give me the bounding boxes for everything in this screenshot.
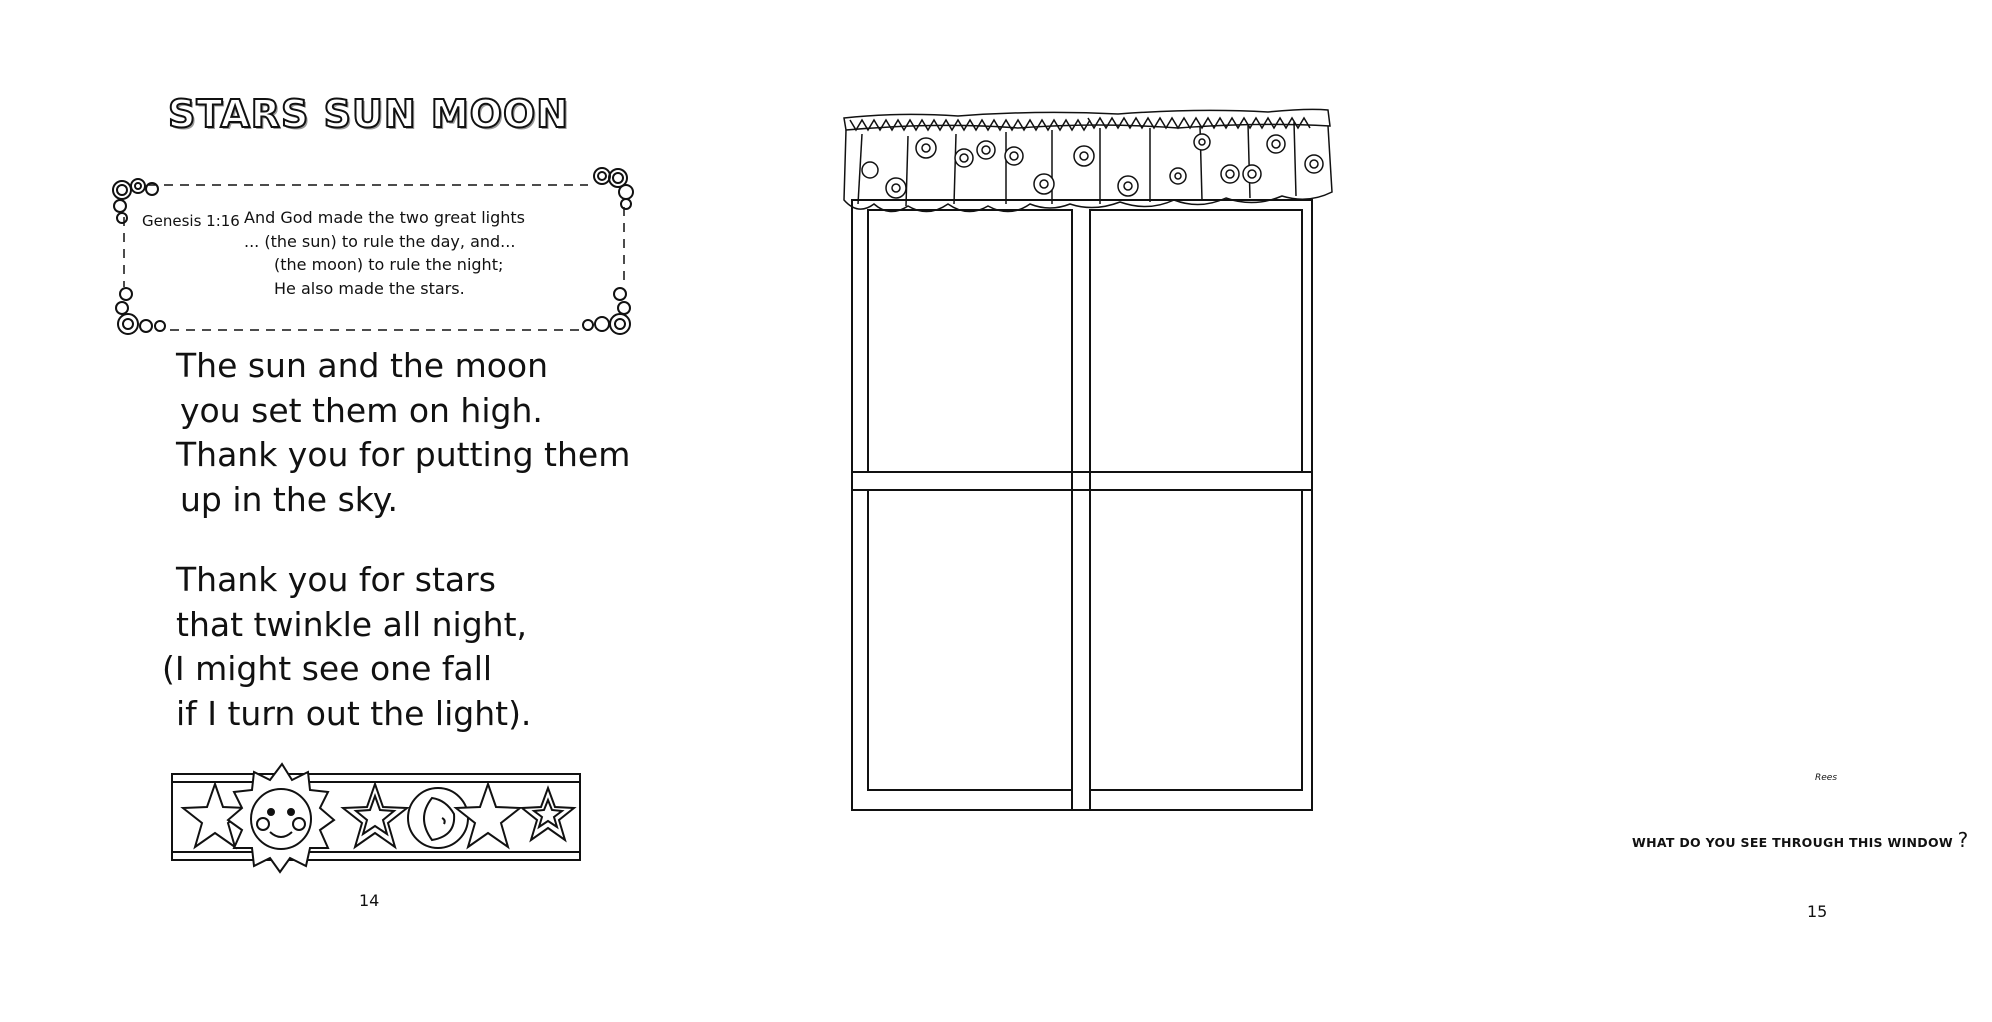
window-frame [852,200,1312,810]
star-icon [456,784,520,847]
verse-line: ... (the sun) to rule the day, and... [244,231,516,251]
star-icon [343,784,407,847]
page-title: STARS SUN MOON [168,92,570,136]
star-icon [522,788,574,840]
verse-line: He also made the stars. [274,278,465,298]
flower-icon [862,134,1323,198]
artist-signature: Rees [1815,773,1838,783]
window-drawing [838,100,1343,815]
right-page [722,0,1969,1022]
curtain-rod [844,109,1330,130]
verse-line: And God made the two great lights [244,208,525,227]
poem-line: you set them on high. [180,390,543,430]
poem-line: that twinkle all night, [176,604,528,644]
caption-question-mark: ? [1957,828,1969,852]
verse-text [244,206,614,300]
poem-line: The sun and the moon [176,346,549,385]
poem-line: (I might see one fall [162,649,493,688]
curtain-valance [844,122,1332,212]
left-page [0,0,722,1022]
poem-stanza-2 [162,558,632,736]
verse-line: (the moon) to rule the night; [274,255,504,274]
poem-line: up in the sky. [180,479,399,519]
corner-swirl-top-right [594,168,633,209]
moon-icon [408,788,468,848]
page-number: 15 [1807,902,1828,921]
corner-swirl-bottom-left [116,288,165,334]
caption-text: WHAT DO YOU SEE THROUGH THIS WINDOW [1632,835,1953,850]
poem-line: Thank you for putting them [176,435,631,474]
page-number: 14 [359,891,380,910]
stars-sun-moon-banner [170,762,582,872]
window-caption [1632,828,1992,852]
poem-line: Thank you for stars [176,560,496,599]
poem-stanza-1 [162,344,632,522]
poem-line: if I turn out the light). [176,693,532,733]
verse-reference: Genesis 1:16 [142,212,240,230]
sun-icon [228,764,334,872]
